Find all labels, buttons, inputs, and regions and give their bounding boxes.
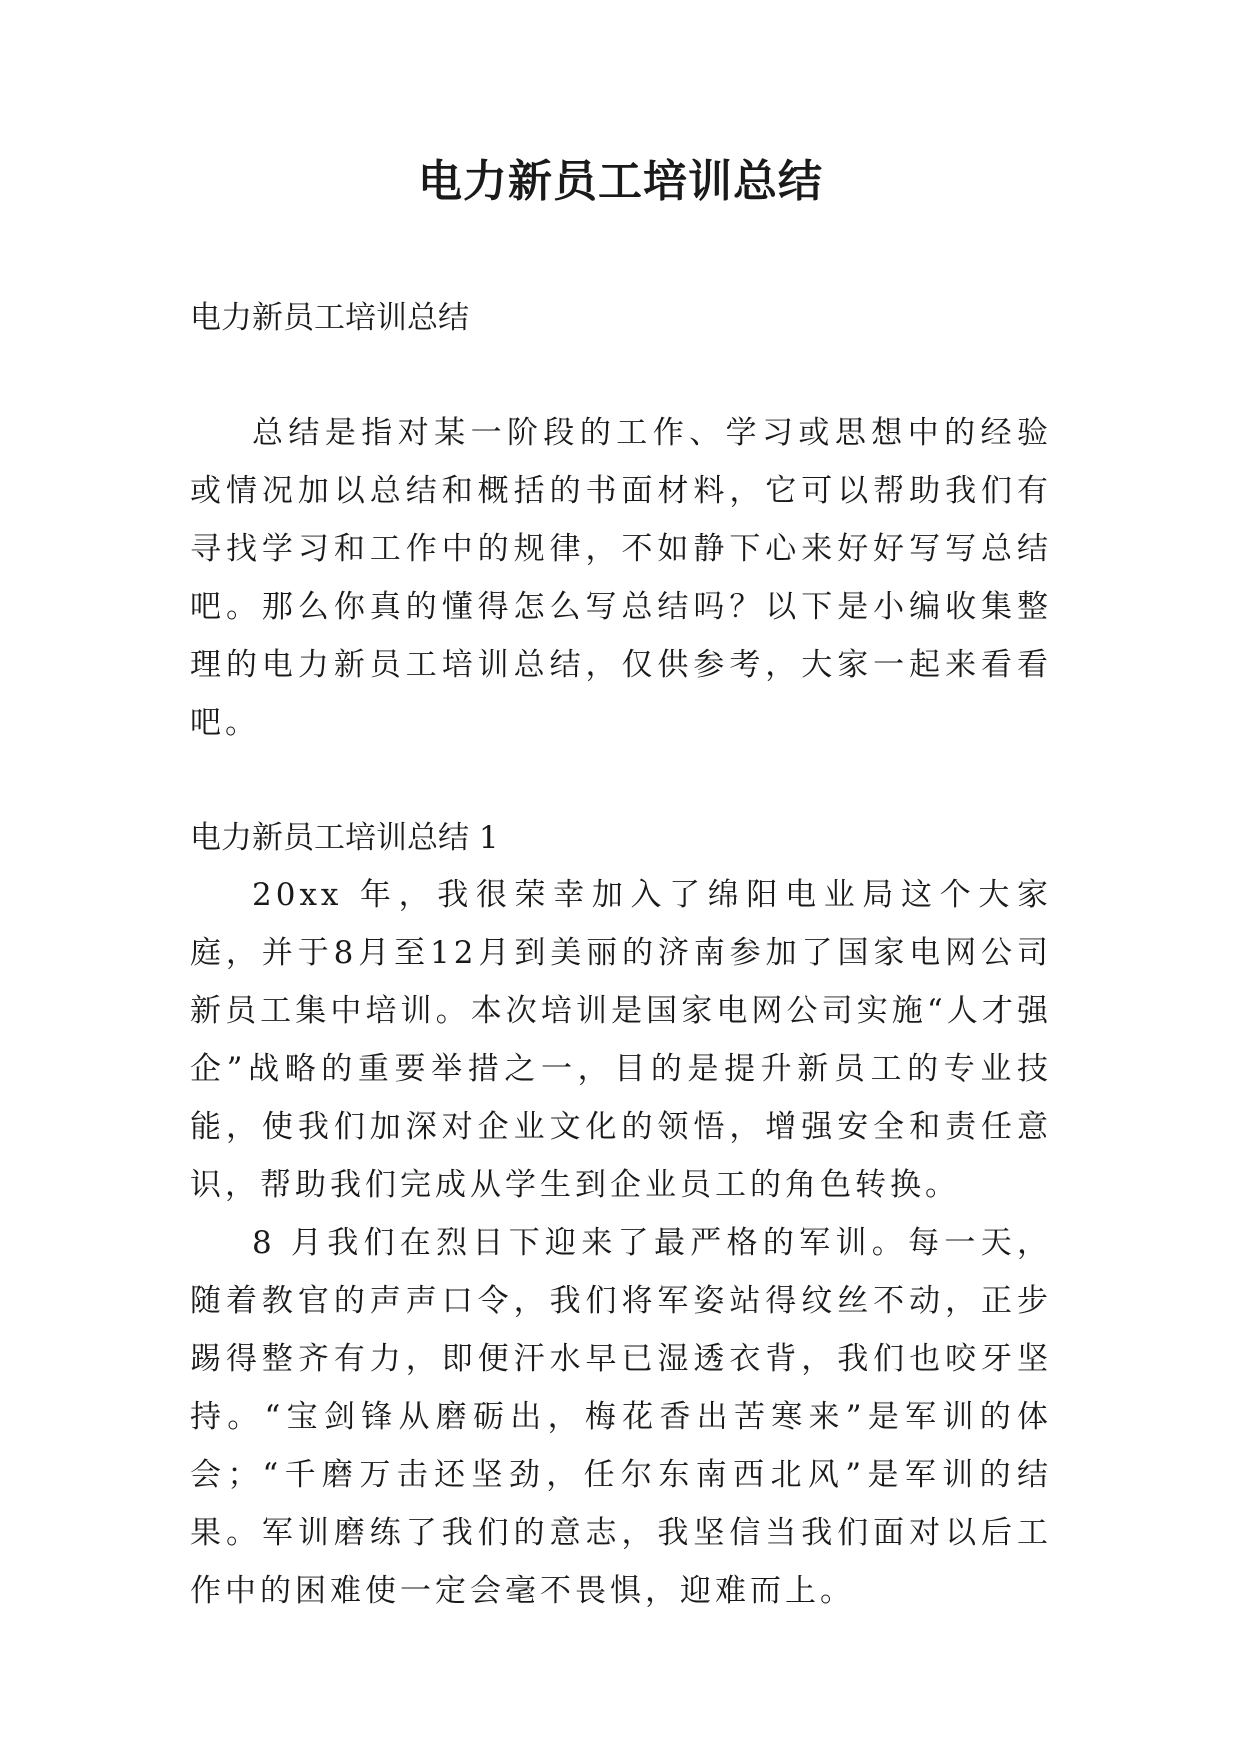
document-subtitle: 电力新员工培训总结	[190, 300, 469, 336]
spacer	[190, 346, 1052, 404]
document-body	[190, 290, 1052, 1620]
body-paragraph-1: 20xx 年，我很荣幸加入了绵阳电业局这个大家庭，并于8月至12月到美丽的济南参加了国家电网公司新员工集中培训。本次培训是国家电网公司实施“人才强企”战略的重要举措之一，目的是提升新员工的专业技能，使我们加深对企业文化的领悟，增强安全和责任意识，帮助我们完成从学生到企业员工的角色转换。	[190, 877, 1052, 1203]
document-title: 电力新员工培训总结	[418, 156, 823, 207]
intro-paragraph: 总结是指对某一阶段的工作、学习或思想中的经验或情况加以总结和概括的书面材料，它可以帮助我们有寻找学习和工作中的规律，不如静下心来好好写写总结吧。那么你真的懂得怎么写总结吗？以下是小编收集整理的电力新员工培训总结，仅供参考，大家一起来看看吧。	[190, 415, 1052, 741]
spacer	[190, 752, 1052, 810]
section-heading: 电力新员工培训总结 1	[190, 820, 499, 856]
body-paragraph-2: 8 月我们在烈日下迎来了最严格的军训。每一天，随着教官的声声口令，我们将军姿站得纹丝不动，正步踢得整齐有力，即便汗水早已湿透衣背，我们也咬牙坚持。“宝剑锋从磨砺出，梅花香出苦寒来”是军训的体会；“千磨万击还坚劲，任尔东南西北风”是军训的结果。军训磨练了我们的意志，我坚信当我们面对以后工作中的困难使一定会毫不畏惧，迎难而上。	[190, 1225, 1052, 1609]
